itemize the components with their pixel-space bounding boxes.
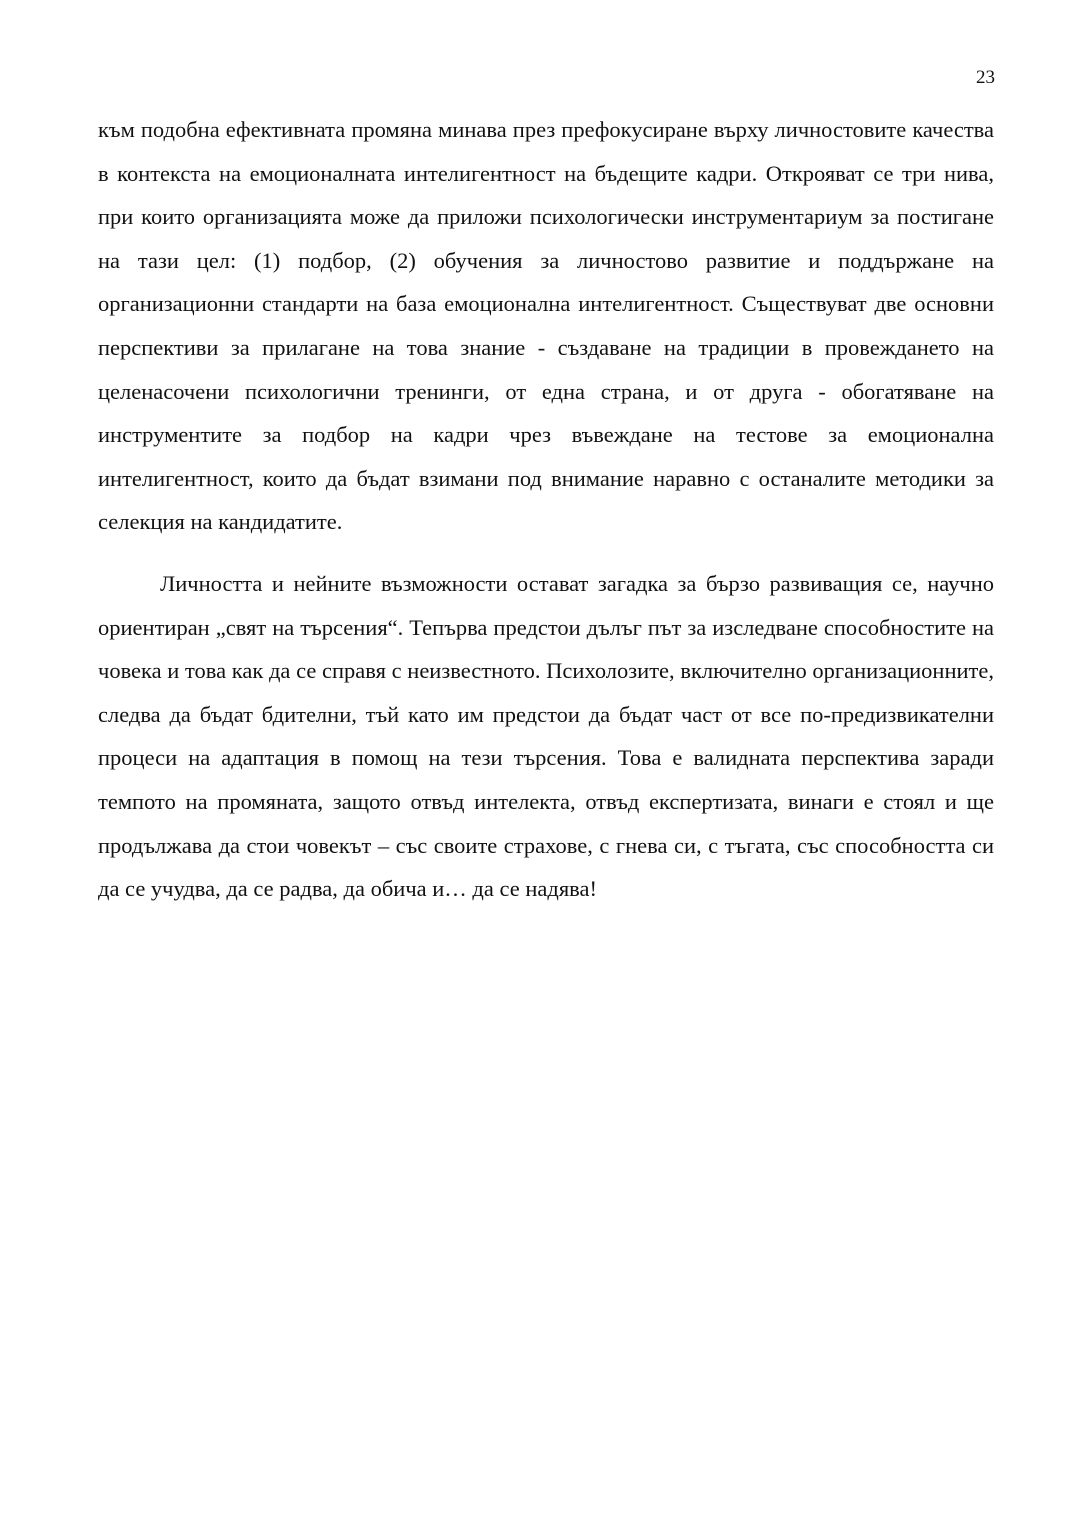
body-text <box>98 108 994 911</box>
paragraph: към подобна ефективната промяна минава през префокусиране върху личностовите качества в контекста на емоционалната интелигентност на бъдещите кадри. Открояват се три нива, при които организацията може да приложи психологически инструментариум за постигане на тази цел: (1) подбор, (2) обучения за личностово развитие и поддържане на организационни стандарти на база емоционална интелигентност. Съществуват две основни перспективи за прилагане на това знание - създаване на традиции в провеждането на целенасочени психологични тренинги, от една страна, и от друга - обогатяване на инструментите за подбор на кадри чрез въвеждане на тестове за емоционална интелигентност, които да бъдат взимани под внимание наравно с останалите методики за селекция на кандидатите. <box>98 117 994 535</box>
page-number: 23 <box>976 67 995 88</box>
paragraph: Личността и нейните възможности остават загадка за бързо развиващия се, научно ориентиран „свят на търсения“. Тепърва предстои дълъг път за изследване способностите на човека и това как да се справя с неизвестното. Психолозите, включително организационните, следва да бъдат бдителни, тъй като им предстои да бъдат част от все по-предизвикателни процеси на адаптация в помощ на тези търсения. Това е валидната перспектива заради темпото на промяната, защото отвъд интелекта, отвъд експертизата, винаги е стоял и ще продължава да стои човекът – със своите страхове, с гнева си, с тъгата, със способността си да се учудва, да се радва, да обича и… да се надява! <box>98 570 994 902</box>
